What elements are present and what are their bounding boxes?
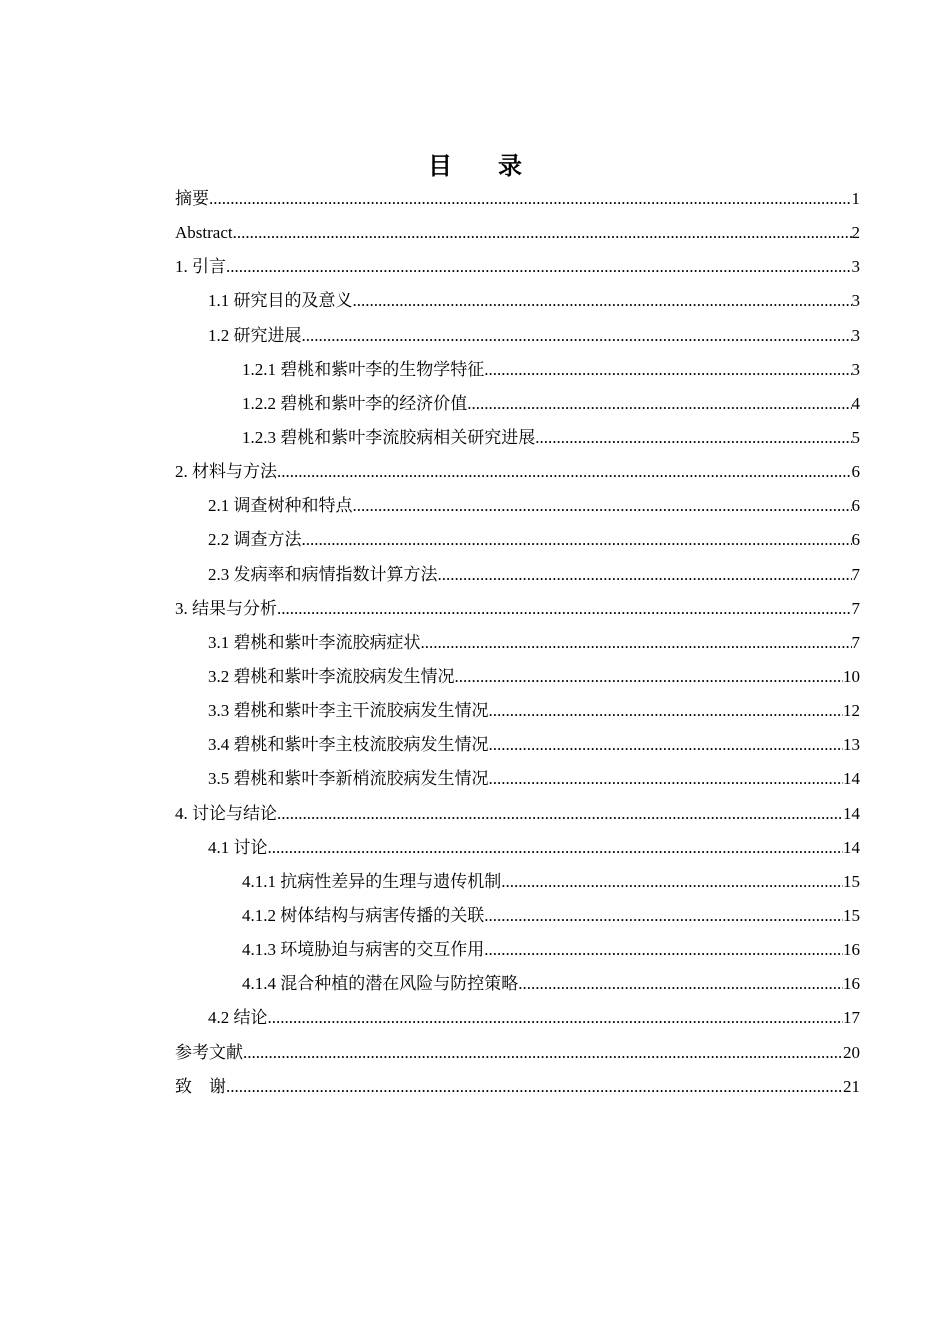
toc-entry-page: 7 xyxy=(851,564,860,584)
toc-entry-label: 4.1.4 混合种植的潜在风险与防控策略 xyxy=(242,974,519,994)
toc-entry-label: 1.2.1 碧桃和紫叶李的生物学特征 xyxy=(242,359,485,379)
toc-entry-page: 17 xyxy=(843,1008,860,1028)
toc-entry-label: 2.1 调查树种和特点 xyxy=(208,496,353,516)
toc-entry-page: 7 xyxy=(851,632,860,652)
toc-title-part1: 目 xyxy=(428,154,452,180)
toc-entry[interactable] xyxy=(175,967,860,1001)
dot-leader xyxy=(268,831,844,865)
toc-entry[interactable] xyxy=(175,933,860,967)
toc-entry[interactable] xyxy=(175,387,860,421)
toc-entry[interactable] xyxy=(175,489,860,523)
toc-entry-label: 4. 讨论与结论 xyxy=(175,803,277,823)
toc-entry-label: 4.1 讨论 xyxy=(208,837,268,857)
toc-entry[interactable] xyxy=(175,1070,860,1104)
dot-leader xyxy=(467,387,851,421)
dot-leader xyxy=(226,250,852,284)
toc-entry-label: 3. 结果与分析 xyxy=(175,598,277,618)
toc-entry-label: 1.2.3 碧桃和紫叶李流胶病相关研究进展 xyxy=(242,427,536,447)
toc-entry-label: 3.2 碧桃和紫叶李流胶病发生情况 xyxy=(208,666,455,686)
toc-entry[interactable] xyxy=(175,626,860,660)
toc-entry-page: 15 xyxy=(843,871,860,891)
toc-entry-label: 3.4 碧桃和紫叶李主枝流胶病发生情况 xyxy=(208,735,489,755)
toc-entry[interactable] xyxy=(175,1001,860,1035)
toc-entry-label: 4.1.1 抗病性差异的生理与遗传机制 xyxy=(242,871,502,891)
toc-entry-page: 14 xyxy=(843,803,860,823)
toc-entry-label: 1.2.2 碧桃和紫叶李的经济价值 xyxy=(242,393,468,413)
toc-title xyxy=(0,146,950,181)
dot-leader xyxy=(484,899,843,933)
dot-leader xyxy=(489,762,844,796)
toc-entry-page: 1 xyxy=(851,189,860,208)
toc-entry[interactable] xyxy=(175,455,860,489)
toc-entry[interactable] xyxy=(175,182,860,216)
dot-leader xyxy=(302,523,852,557)
dot-leader xyxy=(233,216,852,250)
toc-entry-page: 20 xyxy=(843,1042,860,1062)
toc-entry-page: 4 xyxy=(851,393,860,413)
toc-entry-label: 4.2 结论 xyxy=(208,1008,268,1028)
dot-leader xyxy=(209,182,852,216)
toc-entry-label: 1.2 研究进展 xyxy=(208,325,302,345)
dot-leader xyxy=(302,319,852,353)
toc-entry[interactable] xyxy=(175,899,860,933)
toc-entry-label: 2.3 发病率和病情指数计算方法 xyxy=(208,564,438,584)
toc-entry-page: 2 xyxy=(851,223,860,243)
toc-entry-page: 5 xyxy=(851,427,860,447)
toc-entry[interactable] xyxy=(175,728,860,762)
toc-entry[interactable] xyxy=(175,523,860,557)
dot-leader xyxy=(268,1001,844,1035)
toc-entry-label: 4.1.2 树体结构与病害传播的关联 xyxy=(242,905,485,925)
toc-entry-label: 致 谢 xyxy=(175,1076,226,1096)
toc-entry[interactable] xyxy=(175,216,860,250)
dot-leader xyxy=(501,865,843,899)
toc-entry[interactable] xyxy=(175,797,860,831)
toc-list xyxy=(175,182,860,1104)
dot-leader xyxy=(421,626,852,660)
dot-leader xyxy=(438,558,852,592)
toc-entry-page: 3 xyxy=(851,325,860,345)
toc-entry-label: Abstract xyxy=(175,223,233,243)
toc-entry-label: 3.3 碧桃和紫叶李主干流胶病发生情况 xyxy=(208,701,489,721)
toc-entry[interactable] xyxy=(175,284,860,318)
toc-entry-label: 参考文献 xyxy=(175,1042,243,1062)
toc-entry[interactable] xyxy=(175,319,860,353)
toc-entry-label: 1. 引言 xyxy=(175,257,226,277)
toc-entry-page: 3 xyxy=(851,257,860,277)
toc-entry-page: 12 xyxy=(843,701,860,721)
toc-entry-label: 3.1 碧桃和紫叶李流胶病症状 xyxy=(208,632,421,652)
toc-entry-page: 3 xyxy=(851,359,860,379)
toc-entry-page: 14 xyxy=(843,837,860,857)
toc-entry[interactable] xyxy=(175,353,860,387)
toc-entry-page: 13 xyxy=(843,735,860,755)
toc-entry-label: 3.5 碧桃和紫叶李新梢流胶病发生情况 xyxy=(208,769,489,789)
dot-leader xyxy=(277,455,852,489)
toc-entry-page: 14 xyxy=(843,769,860,789)
toc-entry-label: 1.1 研究目的及意义 xyxy=(208,291,353,311)
dot-leader xyxy=(518,967,843,1001)
toc-entry-label: 摘要 xyxy=(175,189,209,208)
toc-entry[interactable] xyxy=(175,558,860,592)
dot-leader xyxy=(277,797,843,831)
toc-entry-page: 15 xyxy=(843,905,860,925)
dot-leader xyxy=(353,284,852,318)
toc-entry-page: 21 xyxy=(843,1076,860,1096)
dot-leader xyxy=(484,353,851,387)
toc-entry[interactable] xyxy=(175,694,860,728)
toc-entry[interactable] xyxy=(175,660,860,694)
toc-entry[interactable] xyxy=(175,250,860,284)
toc-entry[interactable] xyxy=(175,865,860,899)
toc-title-part2: 录 xyxy=(498,154,522,180)
toc-entry-page: 3 xyxy=(851,291,860,311)
toc-entry[interactable] xyxy=(175,1036,860,1070)
dot-leader xyxy=(535,421,851,455)
dot-leader xyxy=(353,489,852,523)
toc-entry-label: 2.2 调查方法 xyxy=(208,530,302,550)
dot-leader xyxy=(226,1070,843,1104)
toc-entry-page: 16 xyxy=(843,974,860,994)
toc-entry-label: 2. 材料与方法 xyxy=(175,462,277,482)
dot-leader xyxy=(484,933,843,967)
toc-entry[interactable] xyxy=(175,831,860,865)
dot-leader xyxy=(489,728,844,762)
toc-entry[interactable] xyxy=(175,762,860,796)
toc-entry-page: 10 xyxy=(843,666,860,686)
toc-entry-label: 4.1.3 环境胁迫与病害的交互作用 xyxy=(242,940,485,960)
dot-leader xyxy=(277,592,852,626)
dot-leader xyxy=(243,1036,843,1070)
dot-leader xyxy=(455,660,844,694)
toc-entry[interactable] xyxy=(175,421,860,455)
toc-entry-page: 6 xyxy=(851,462,860,482)
toc-entry[interactable] xyxy=(175,592,860,626)
toc-entry-page: 6 xyxy=(851,530,860,550)
toc-entry-page: 6 xyxy=(851,496,860,516)
toc-entry-page: 16 xyxy=(843,940,860,960)
toc-entry-page: 7 xyxy=(851,598,860,618)
dot-leader xyxy=(489,694,844,728)
